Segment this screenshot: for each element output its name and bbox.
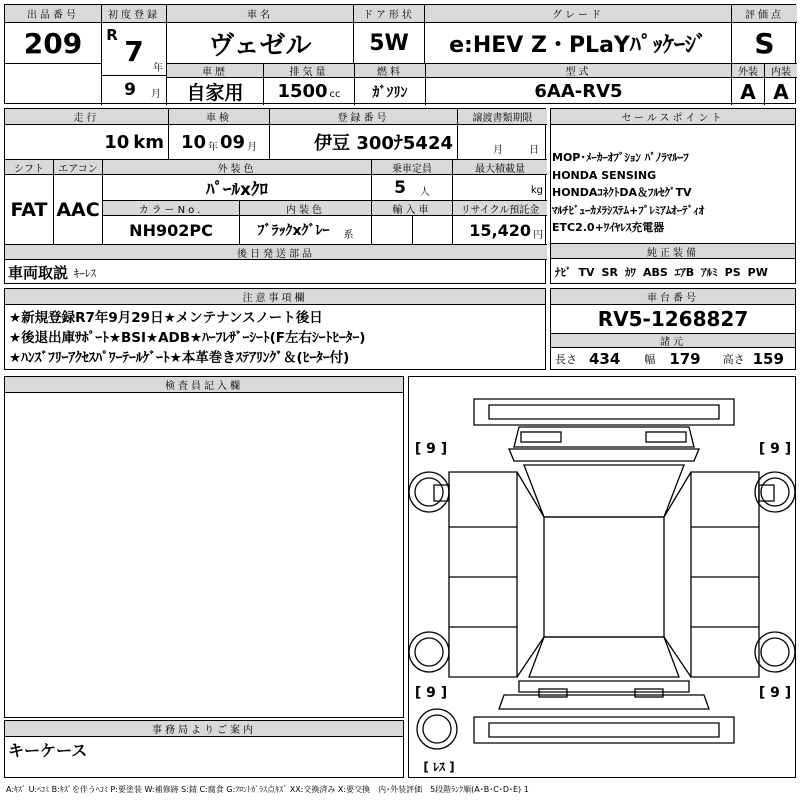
transfer-header: 譲渡書類期限 [458,109,547,125]
office-text: キーケース [8,740,88,760]
transfer-month-unit: 月 [493,144,503,155]
reg-year: 7 [124,34,144,68]
width: 179 [669,350,701,368]
mileage-unit: km [133,131,164,153]
details-section [4,108,546,284]
office-section [4,720,404,778]
inspector-section [4,376,404,718]
chassis-number: RV5-1268827 [597,307,749,331]
equipment-item: ｴｱB [674,266,695,279]
history: 自家用 [186,82,244,104]
chassis-section [550,288,796,370]
capacity-header: 乗車定員 [372,160,452,175]
sales-line: HONDAｺﾈｸﾄDA＆ﾌﾙｾｸﾞTV [552,186,692,199]
reg-month-unit: 月 [151,88,161,99]
grade: e:HEV Z・PLaYﾊﾟｯｹｰｼﾞ [449,32,707,58]
reg-year-unit: 年 [153,62,163,73]
transfer-day-unit: 日 [529,144,539,155]
capacity-cell [372,175,452,200]
tire-fr-value: [ 9 ] [758,441,792,457]
door-header: ドア形状 [354,5,424,23]
mileage-header: 走行 [5,109,168,125]
inspection-month-unit: 月 [247,141,258,153]
inspection-year: 10 [180,131,206,153]
exterior-score: A [740,79,756,104]
tire-fl-value: [ 9 ] [414,441,448,457]
load-header: 最大積載量 [453,160,547,175]
door-type: 5W [369,30,409,56]
recycle-unit: 円 [533,229,543,241]
equipment-list [555,261,795,283]
score-header: 評価点 [732,5,797,23]
recycle: 15,420 [469,220,531,240]
displacement-header: 排気量 [264,64,354,78]
shift-header: シフト [5,160,53,175]
equipment-item: ABS [642,265,668,279]
sales-line: MOP･ﾒｰｶｰｵﾌﾟｼｮﾝ ﾊﾟﾉﾗﾏﾙｰﾌ [552,151,689,164]
displacement-cell [264,78,354,105]
load-unit: kg [530,184,543,196]
office-header: 事務局よりご案内 [5,721,403,737]
shift: FAT [10,198,48,221]
later-parts-header: 後日発送部品 [5,245,547,260]
car-outline [409,377,795,777]
reg-month: 9 [124,80,136,100]
capacity: 5 [394,177,406,198]
interior-color-cell [240,216,371,244]
score: S [754,26,775,60]
lot-number: 209 [23,26,83,60]
inspector-header: 検査員記入欄 [5,377,403,393]
note-line: ★ﾊﾝｽﾞﾌﾘｰｱｸｾｽﾊﾟﾜｰﾃｰﾙｹﾞｰﾄ★本革巻きｽﾃｱﾘﾝｸﾞ＆(ﾋｰﾀｰ付) [9,350,350,366]
fuel-header: 燃料 [355,64,425,78]
tire-rl-value: [ 9 ] [414,685,448,701]
interior-header: 内装 [765,64,797,78]
notes-section [4,288,546,370]
inspection-cell [169,125,269,159]
sales-line: ETC2.0+ﾜｲﾔﾚｽ充電器 [552,221,665,234]
equipment-item: PW [747,265,768,279]
plate: 伊豆 300ﾅ5424 [314,133,453,154]
sales-line: ﾏﾙﾁﾋﾞｭｰｶﾒﾗｼｽﾃﾑ+ﾌﾟﾚﾐｱﾑｵｰﾃﾞｨｵ [552,203,705,217]
equipment-item: ﾅﾋﾞ [555,266,572,279]
chassis-header: 車台番号 [551,289,795,305]
sales-list [552,149,794,237]
model-header: 型式 [426,64,731,78]
later-parts: 車両取説 [8,264,69,282]
notes-header: 注意事項欄 [5,289,545,305]
dims-header: 諸元 [551,334,795,348]
equipment-item: ｱﾙﾐ [701,266,718,279]
recycle-header: リサイクル預託金 [453,201,547,216]
aircon-header: エアコン [54,160,102,175]
color-header: 外装色 [103,160,371,175]
grade-header: グレード [425,5,731,23]
later-parts-extra: ｷｰﾚｽ [74,266,97,280]
history-header: 車歴 [167,64,263,78]
equipment-item: PS [724,265,741,279]
length: 434 [589,350,621,368]
exterior-header: 外装 [732,64,764,78]
recycle-cell [453,216,547,244]
inspection-month: 09 [220,131,246,153]
sales-section [550,108,796,284]
import-header: 輸入車 [372,201,452,216]
reg-era: R [106,27,118,43]
fuel: ｶﾞｿﾘﾝ [372,84,408,101]
height: 159 [752,350,784,368]
lot-header: 出品番号 [5,5,101,23]
reg-header: 初度登録 [102,5,166,23]
car-name: ヴェゼル [208,30,312,61]
equipment-item: TV [578,265,595,279]
spare-tire-value: [ ﾚｽ ] [423,759,455,774]
later-parts-cell [5,260,547,285]
interior-score: A [773,79,789,104]
equipment-item: SR [601,265,618,279]
inspection-year-unit: 年 [208,141,218,153]
capacity-unit: 人 [419,187,430,198]
displacement-unit: cc [329,89,341,100]
inspection-header: 車検 [169,109,269,125]
sales-header: セールスポイント [551,109,795,125]
interior-color: ﾌﾞﾗｯｸxｸﾞﾚｰ [257,223,330,239]
aircon: AAC [56,198,100,221]
height-label: 高さ [722,353,745,366]
mileage: 10 [104,131,130,153]
interior-color-suffix: 系 [343,229,354,241]
mileage-cell [5,125,168,159]
sales-line: HONDA SENSING [552,168,657,182]
interior-color-header: 内装色 [240,201,371,216]
color-no: NH902PC [129,220,213,240]
equipment-header: 純正装備 [551,244,795,259]
dims-row [555,349,793,369]
color: ﾊﾟｰﾙxｸﾛ [206,180,268,200]
note-line: ★新規登録R7年9月29日★メンテナンスノート後日 [9,310,323,326]
tire-rr-value: [ 9 ] [758,685,792,701]
color-no-header: カラーNo. [103,201,239,216]
car-name-header: 車名 [167,5,353,23]
top-section [4,4,796,104]
note-line: ★後退出庫ｻﾎﾟｰﾄ★BSI★ADB★ﾊｰﾌﾚｻﾞｰｼｰﾄ(F左右ｼｰﾄﾋｰﾀｰ) [9,330,366,346]
notes-list [9,308,543,368]
equipment-item: ｶﾜ [624,266,636,279]
model: 6AA-RV5 [534,81,623,102]
displacement: 1500 [277,81,328,102]
legend: A:ｷｽﾞ U:ﾍｺﾐ B:ｷｽﾞを伴うﾍｺﾐ P:要塗装 W:補修跡 S:錆 C:腐食 G:ﾌﾛﾝﾄｶﾞﾗｽ点ｷｽﾞ XX:交換済み X:要交換 内･外装評価 5段階ﾗﾝｸ順(A･B･C･D･E) 1 [6,784,529,794]
car-diagram [408,376,796,778]
width-label: 幅 [644,353,656,366]
plate-header: 登録番号 [270,109,457,125]
length-label: 長さ [555,353,577,366]
